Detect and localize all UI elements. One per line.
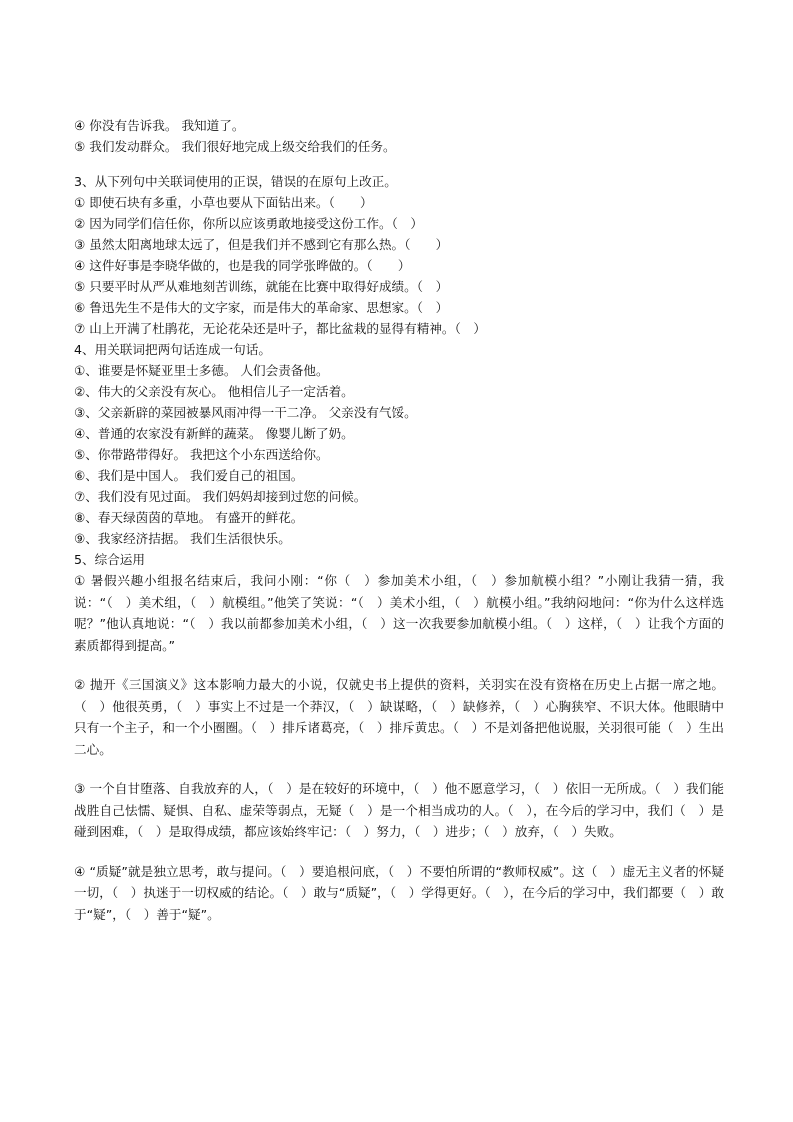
- section-5-paragraph: ① 暑假兴趣小组报名结束后，我问小刚：“你（ ）参加美术小组，（ ）参加航模小组？”小刚让我猜一猜，我说：“（ ）美术组，（ ）航模组。”他笑了笑说：“（ ）美术小组，（ ）航模小组。”我纳闷地问：“你为什么这样选呢？”他认真地说：“（ ）我以前都参加美术小组，（ ）这一次我要参加航模小组。（ ）这样，（ ）让我个方面的素质都得到提高。”: [74, 573, 724, 653]
- section-4-item: ⑥、我们是中国人。 我们爱自己的祖国。: [74, 468, 304, 483]
- section-3-heading: 3、从下列句中关联词使用的正误，错误的在原句上改正。: [74, 174, 397, 189]
- top-item: ④ 你没有告诉我。 我知道了。: [74, 118, 245, 133]
- section-4-item: ④、普通的农家没有新鲜的蔬菜。 像婴儿断了奶。: [74, 426, 354, 441]
- section-3-item: ① 即使石块有多重，小草也要从下面钻出来。（ ）: [74, 195, 373, 210]
- section-5-heading: 5、综合运用: [74, 552, 145, 567]
- section-3: [74, 171, 724, 339]
- section-4-item: ①、谁要是怀疑亚里士多德。 人们会责备他。: [74, 363, 329, 378]
- section-3-item: ⑥ 鲁迅先生不是伟大的文字家，而是伟大的革命家、思想家。（ ）: [74, 300, 449, 315]
- section-4-item: ②、伟大的父亲没有灰心。 他相信儿子一定活着。: [74, 384, 354, 399]
- section-3-item: ③ 虽然太阳离地球太远了，但是我们并不感到它有那么热。（ ）: [74, 237, 449, 252]
- top-item: ⑤ 我们发动群众。 我们很好地完成上级交给我们的任务。: [74, 139, 396, 154]
- section-5-paragraph: ② 抛开《三国演义》这本影响力最大的小说，仅就史书上提供的资料，关羽实在没有资格在历史上占据一席之地。（ ）他很英勇，（ ）事实上不过是一个莽汉，（ ）缺谋略，（ ）缺修养，（ ）心胸狭窄、不识大体。他眼睛中只有一个主子，和一个小圈圈。（ ）排斥诸葛亮，（ ）排斥黄忠。（ ）不是刘备把他说服，关羽很可能（ ）生出二心。: [74, 677, 724, 757]
- section-4-item: ③、父亲新辟的菜园被暴风雨冲得一干二净。 父亲没有气馁。: [74, 405, 417, 420]
- section-4-item: ⑤、你带路带得好。 我把这个小东西送给你。: [74, 447, 329, 462]
- section-5-paragraph: ③ 一个自甘堕落、自我放弃的人，（ ）是在较好的环境中，（ ）他不愿意学习，（ ）依旧一无所成。（ ）我们能战胜自己怯懦、疑惧、自私、虚荣等弱点，无疑（ ）是一个相当成功的人。（ ），在今后的学习中，我们（ ）是碰到困难，（ ）是取得成绩，都应该始终牢记：（ ）努力，（ ）进步；（ ）放弃，（ ）失败。: [74, 781, 724, 839]
- section-5: [74, 549, 724, 925]
- section-3-item: ⑤ 只要平时从严从难地刻苦训练，就能在比赛中取得好成绩。（ ）: [74, 279, 449, 294]
- section-3-item: ④ 这件好事是李晓华做的，也是我的同学张晔做的。（ ）: [74, 258, 411, 273]
- section-4-item: ⑨、我家经济拮据。 我们生活很快乐。: [74, 531, 291, 546]
- section-4-heading: 4、用关联词把两句话连成一句话。: [74, 342, 271, 357]
- section-4-item: ⑧、春天绿茵茵的草地。 有盛开的鲜花。: [74, 510, 304, 525]
- section-5-paragraph: ④ “质疑”就是独立思考，敢与提问。（ ）要追根问底，（ ）不要怕所谓的“教师权威”。这（ ）虚无主义者的怀疑一切，（ ）执迷于一切权威的结论。（ ）敢与“质疑”，（ ）学得更好。（ ），在今后的学习中，我们都要（ ）敢于“疑”，（ ）善于“疑”。: [74, 863, 724, 922]
- section-4-item: ⑦、我们没有见过面。 我们妈妈却接到过您的问候。: [74, 489, 367, 504]
- section-3-item: ② 因为同学们信任你，你所以应该勇敢地接受这份工作。（ ）: [74, 216, 424, 231]
- section-3-item: ⑦ 山上开满了杜鹃花，无论花朵还是叶子，都比盆栽的显得有精神。（ ）: [74, 321, 486, 336]
- worksheet-page: [74, 115, 724, 925]
- section-4: [74, 339, 724, 549]
